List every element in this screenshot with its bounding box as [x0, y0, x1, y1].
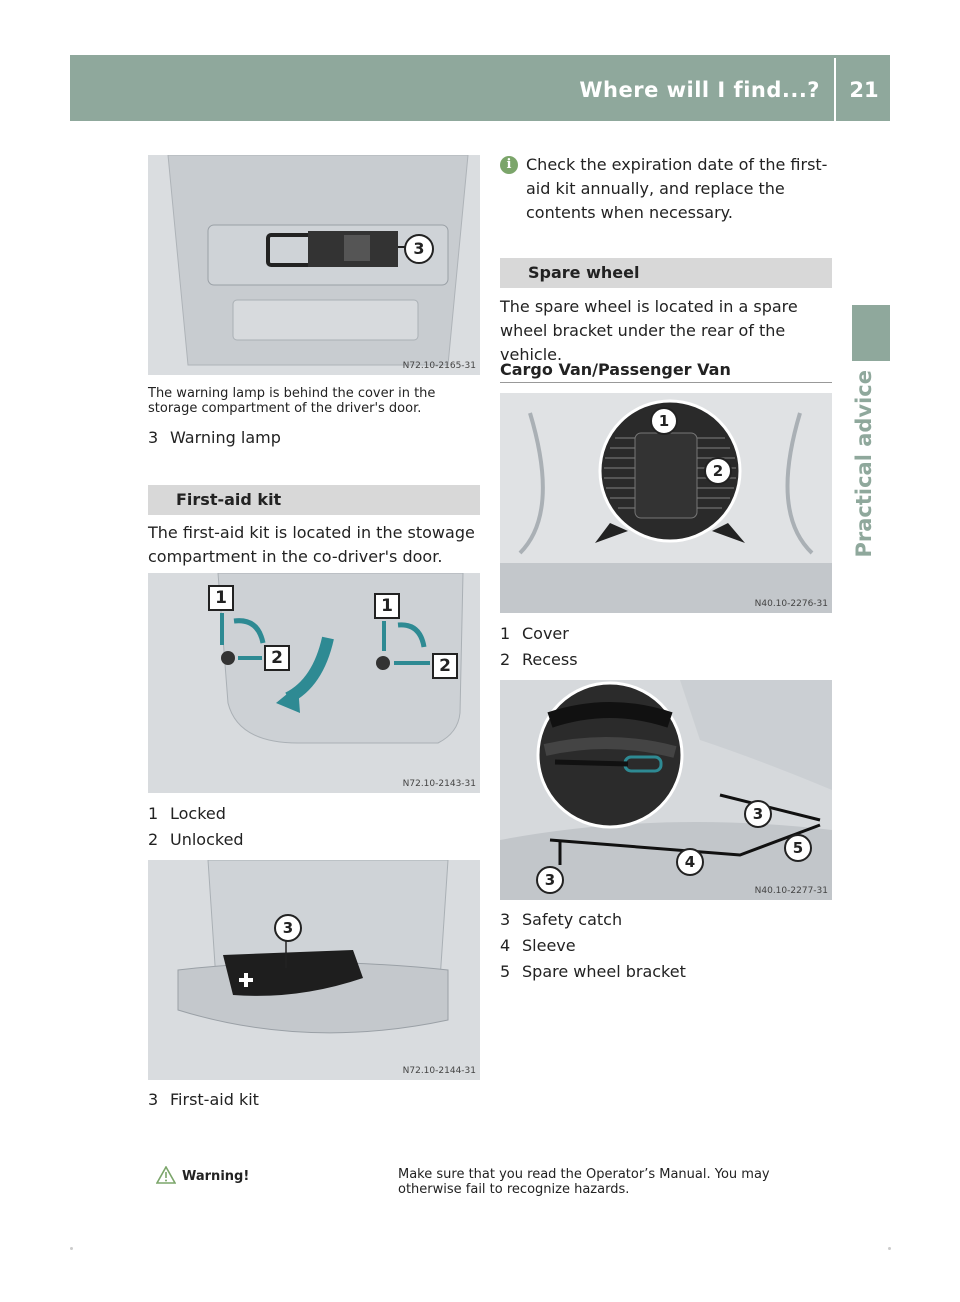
callout-2: 2 — [704, 457, 732, 485]
info-icon: i — [500, 156, 518, 174]
page-title: Where will I find...? — [579, 78, 820, 102]
legend-item: 5 Spare wheel bracket — [500, 962, 686, 981]
legend-item: 3 First-aid kit — [148, 1090, 259, 1109]
section-heading-first-aid: First-aid kit — [148, 485, 480, 515]
section-text: The first-aid kit is located in the stowage compartment in the co-driver's door. — [148, 523, 475, 566]
warning-text: Make sure that you read the Operator’s Manual. You may otherwise fail to recognize hazards. — [398, 1167, 770, 1197]
callout-1: 1 — [208, 585, 234, 611]
callout-1: 1 — [650, 407, 678, 435]
subheading: Cargo Van/Passenger Van — [500, 360, 731, 379]
first-aid-kit-illustration — [148, 860, 480, 1080]
figure-code: N40.10-2277-31 — [754, 886, 828, 896]
legend-item: 4 Sleeve — [500, 936, 576, 955]
warning-label: Warning! — [182, 1169, 250, 1184]
callout-5: 5 — [784, 834, 812, 862]
side-tab-label: Practical advice — [852, 370, 876, 558]
legend-item: 3 Safety catch — [500, 910, 623, 929]
callout-4: 4 — [676, 848, 704, 876]
figure-lock — [148, 573, 480, 793]
figure-code: N40.10-2276-31 — [754, 599, 828, 609]
section-text: The spare wheel is located in a spare wheel bracket under the rear of the vehicle. — [500, 297, 798, 364]
figure-warning-lamp — [148, 155, 480, 375]
figure-code: N72.10-2144-31 — [402, 1066, 476, 1076]
section-heading-spare-wheel: Spare wheel — [500, 258, 832, 288]
legend-item: 2 Recess — [500, 650, 578, 669]
corner-mark — [888, 1247, 891, 1250]
figure-spare-wheel-bracket — [500, 680, 832, 900]
callout-2: 2 — [264, 645, 290, 671]
figure-code: N72.10-2143-31 — [402, 779, 476, 789]
corner-mark — [70, 1247, 73, 1250]
callout-3: 3 — [404, 234, 434, 264]
figure-caption: The warning lamp is behind the cover in the storage compartment of the driver's door. — [148, 386, 436, 416]
legend-item: 1 Cover — [500, 624, 569, 643]
header-divider — [834, 58, 836, 121]
figure-first-aid-kit — [148, 860, 480, 1080]
door-lock-illustration — [148, 573, 480, 793]
side-tab-marker — [852, 305, 890, 361]
figure-spare-wheel-cover — [500, 393, 832, 613]
warning-icon — [156, 1166, 176, 1184]
legend-item: 2 Unlocked — [148, 830, 244, 849]
figure-code: N72.10-2165-31 — [402, 361, 476, 371]
info-text: Check the expiration date of the first-aid kit annually, and replace the contents when necessary. — [526, 155, 828, 222]
callout-3: 3 — [274, 914, 302, 942]
callout-3: 3 — [744, 800, 772, 828]
callout-2: 2 — [432, 653, 458, 679]
divider — [500, 382, 832, 383]
legend-item: 3 Warning lamp — [148, 428, 281, 447]
callout-1: 1 — [374, 593, 400, 619]
legend-item: 1 Locked — [148, 804, 226, 823]
page-number: 21 — [849, 78, 879, 102]
door-illustration — [148, 155, 480, 375]
callout-3: 3 — [536, 866, 564, 894]
